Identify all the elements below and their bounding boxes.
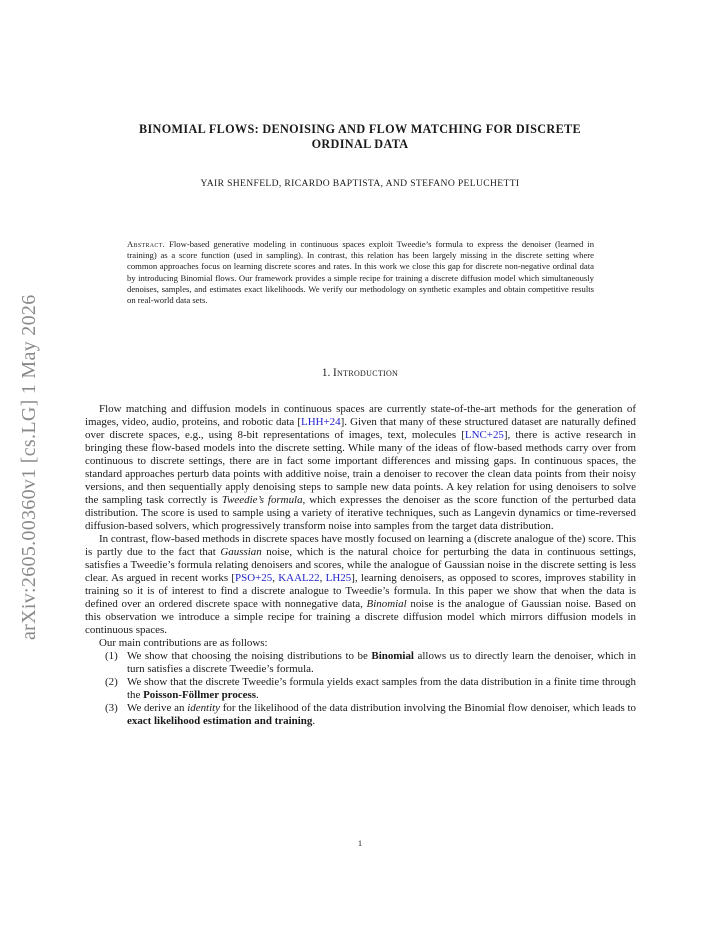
abstract-label: Abstract. [127,239,166,249]
section-number: 1. [321,367,331,379]
paragraph-2-text: ], learning denoisers, as opposed to scores, improves stability in training so it is of interest to find a discrete analogue to Tweedie’s formula. In this paper we show that when the data is defined over an ordered discrete space with nonnegative data, [85,572,636,610]
section-title: Introduction [333,367,399,379]
citation-separator: , [319,572,326,584]
paragraph-3: Our main contributions are as follows: [99,637,268,649]
citation-link[interactable]: KAAL22 [278,572,320,584]
contribution-text: . [256,689,259,701]
list-number: (3) [105,702,118,714]
contribution-item [85,676,636,702]
contribution-text: . [312,715,316,727]
bold-text: exact likelihood estimation and training [127,715,313,727]
paragraph-2-text: noise, which is the natural choice for perturbing the data in continuous settings, satisfies a Tweedie’s formula relating denoisers and scores, while the analogue of Gaussian noise in the discrete setting is less clear. As argued in recent works [ [85,546,636,584]
emphasis-text: Gaussian [220,546,262,558]
contribution-text: We show that choosing the noising distributions to be [127,650,372,662]
emphasis-text: identity [187,702,221,714]
paragraph-2-text: In contrast, flow-based methods in discrete spaces have mostly focused on learning a (discrete analogue of the) score. This is partly due to the fact that [85,533,636,558]
arxiv-identifier-stamp: arXiv:2605.00360v1 [cs.LG] 1 May 2026 [18,294,40,640]
citation-separator: , [272,572,279,584]
contribution-item [85,650,636,676]
contribution-text: for the likelihood of the data distribution involving the Binomial flow denoiser, which leads to [220,702,636,714]
contribution-item [85,702,636,728]
paper-title-line-1: BINOMIAL FLOWS: DENOISING AND FLOW MATCHING FOR DISCRETE [138,122,582,136]
section-heading-introduction [80,367,640,379]
contribution-text: We derive an [127,702,188,714]
paper-title-line-2: ORDINAL DATA [311,137,409,151]
abstract [127,239,594,306]
citation-link[interactable]: PSO+25 [235,572,273,584]
paragraph-2 [85,533,636,637]
list-number: (1) [105,650,118,662]
paragraph-1-text: Flow matching and diffusion models in continuous spaces are currently state-of-the-art methods for the generation of images, video, audio, proteins, and robotic data [ [85,403,636,428]
bold-text: Binomial [371,650,414,662]
citation-link[interactable]: LNC+25 [464,429,504,441]
contribution-text: We show that the discrete Tweedie’s formula yields exact samples from the data distribution in a finite time through the [127,676,636,701]
bold-text: Poisson-Föllmer process [143,689,257,701]
abstract-text: Flow-based generative modeling in continuous spaces exploit Tweedie’s formula to express the denoiser (learned in training) as a score function (used in sampling). In contrast, this relation has been largely missing in the discrete setting where common approaches focus on learning discrete scores and rates. In this work we close this gap for discrete non-negative ordinal data by introducing Binomial flows. Our framework provides a simple recipe for training a discrete diffusion model which simultaneously denoises, samples, and estimates exact likelihoods. We verify our methodology on synthetic examples and obtain competitive results on real-world data sets. [127,239,595,306]
introduction-body [85,403,636,728]
citation-link[interactable]: LH25 [325,572,352,584]
contributions-list [85,650,636,728]
emphasis-text: Binomial [366,598,407,610]
contribution-text: allows us to directly learn the denoiser, which in turn satisfies a discrete Tweedie’s formula. [127,650,636,675]
paragraph-1-text: , which expresses the denoiser as the score function of the perturbed data distribution. The score is used to sample using a variety of iterative techniques, such as Langevin dynamics or time-reversed diffusion-based solvers, which progressively transform noise into samples from the target data distribution. [85,494,636,532]
paragraph-1 [85,403,636,533]
page-number: 1 [357,838,363,848]
citation-link[interactable]: LHH+24 [301,416,341,428]
paragraph-1-text: ], there is active research in bringing these flow-based models into the discrete setting. While many of the ideas of flow-based methods carry over from continuous to discrete settings, there are in fact some important differences and missing gaps. In continuous spaces, the standard approaches perturb data points with additive noise, train a denoiser to recover the clean data points from their noisy versions, and then sequentially apply denoising steps to sample new data points. A key relation for using denoisers to solve the sampling task correctly is [85,429,637,506]
list-number: (2) [105,676,118,688]
emphasis-text: Tweedie’s formula [221,494,303,506]
paper-title [80,122,640,152]
paragraph-2-text: noise is the analogue of Gaussian noise. Based on this observation we introduce a simple recipe for training a discrete diffusion model which mirrors diffusion models in continuous spaces. [85,598,637,636]
paragraph-1-text: ]. Given that many of these structured dataset are naturally defined over discrete spaces, e.g., using 8-bit representations of images, text, molecules [ [85,416,637,441]
author-list: YAIR SHENFELD, RICARDO BAPTISTA, AND STEFANO PELUCHETTI [200,178,520,189]
